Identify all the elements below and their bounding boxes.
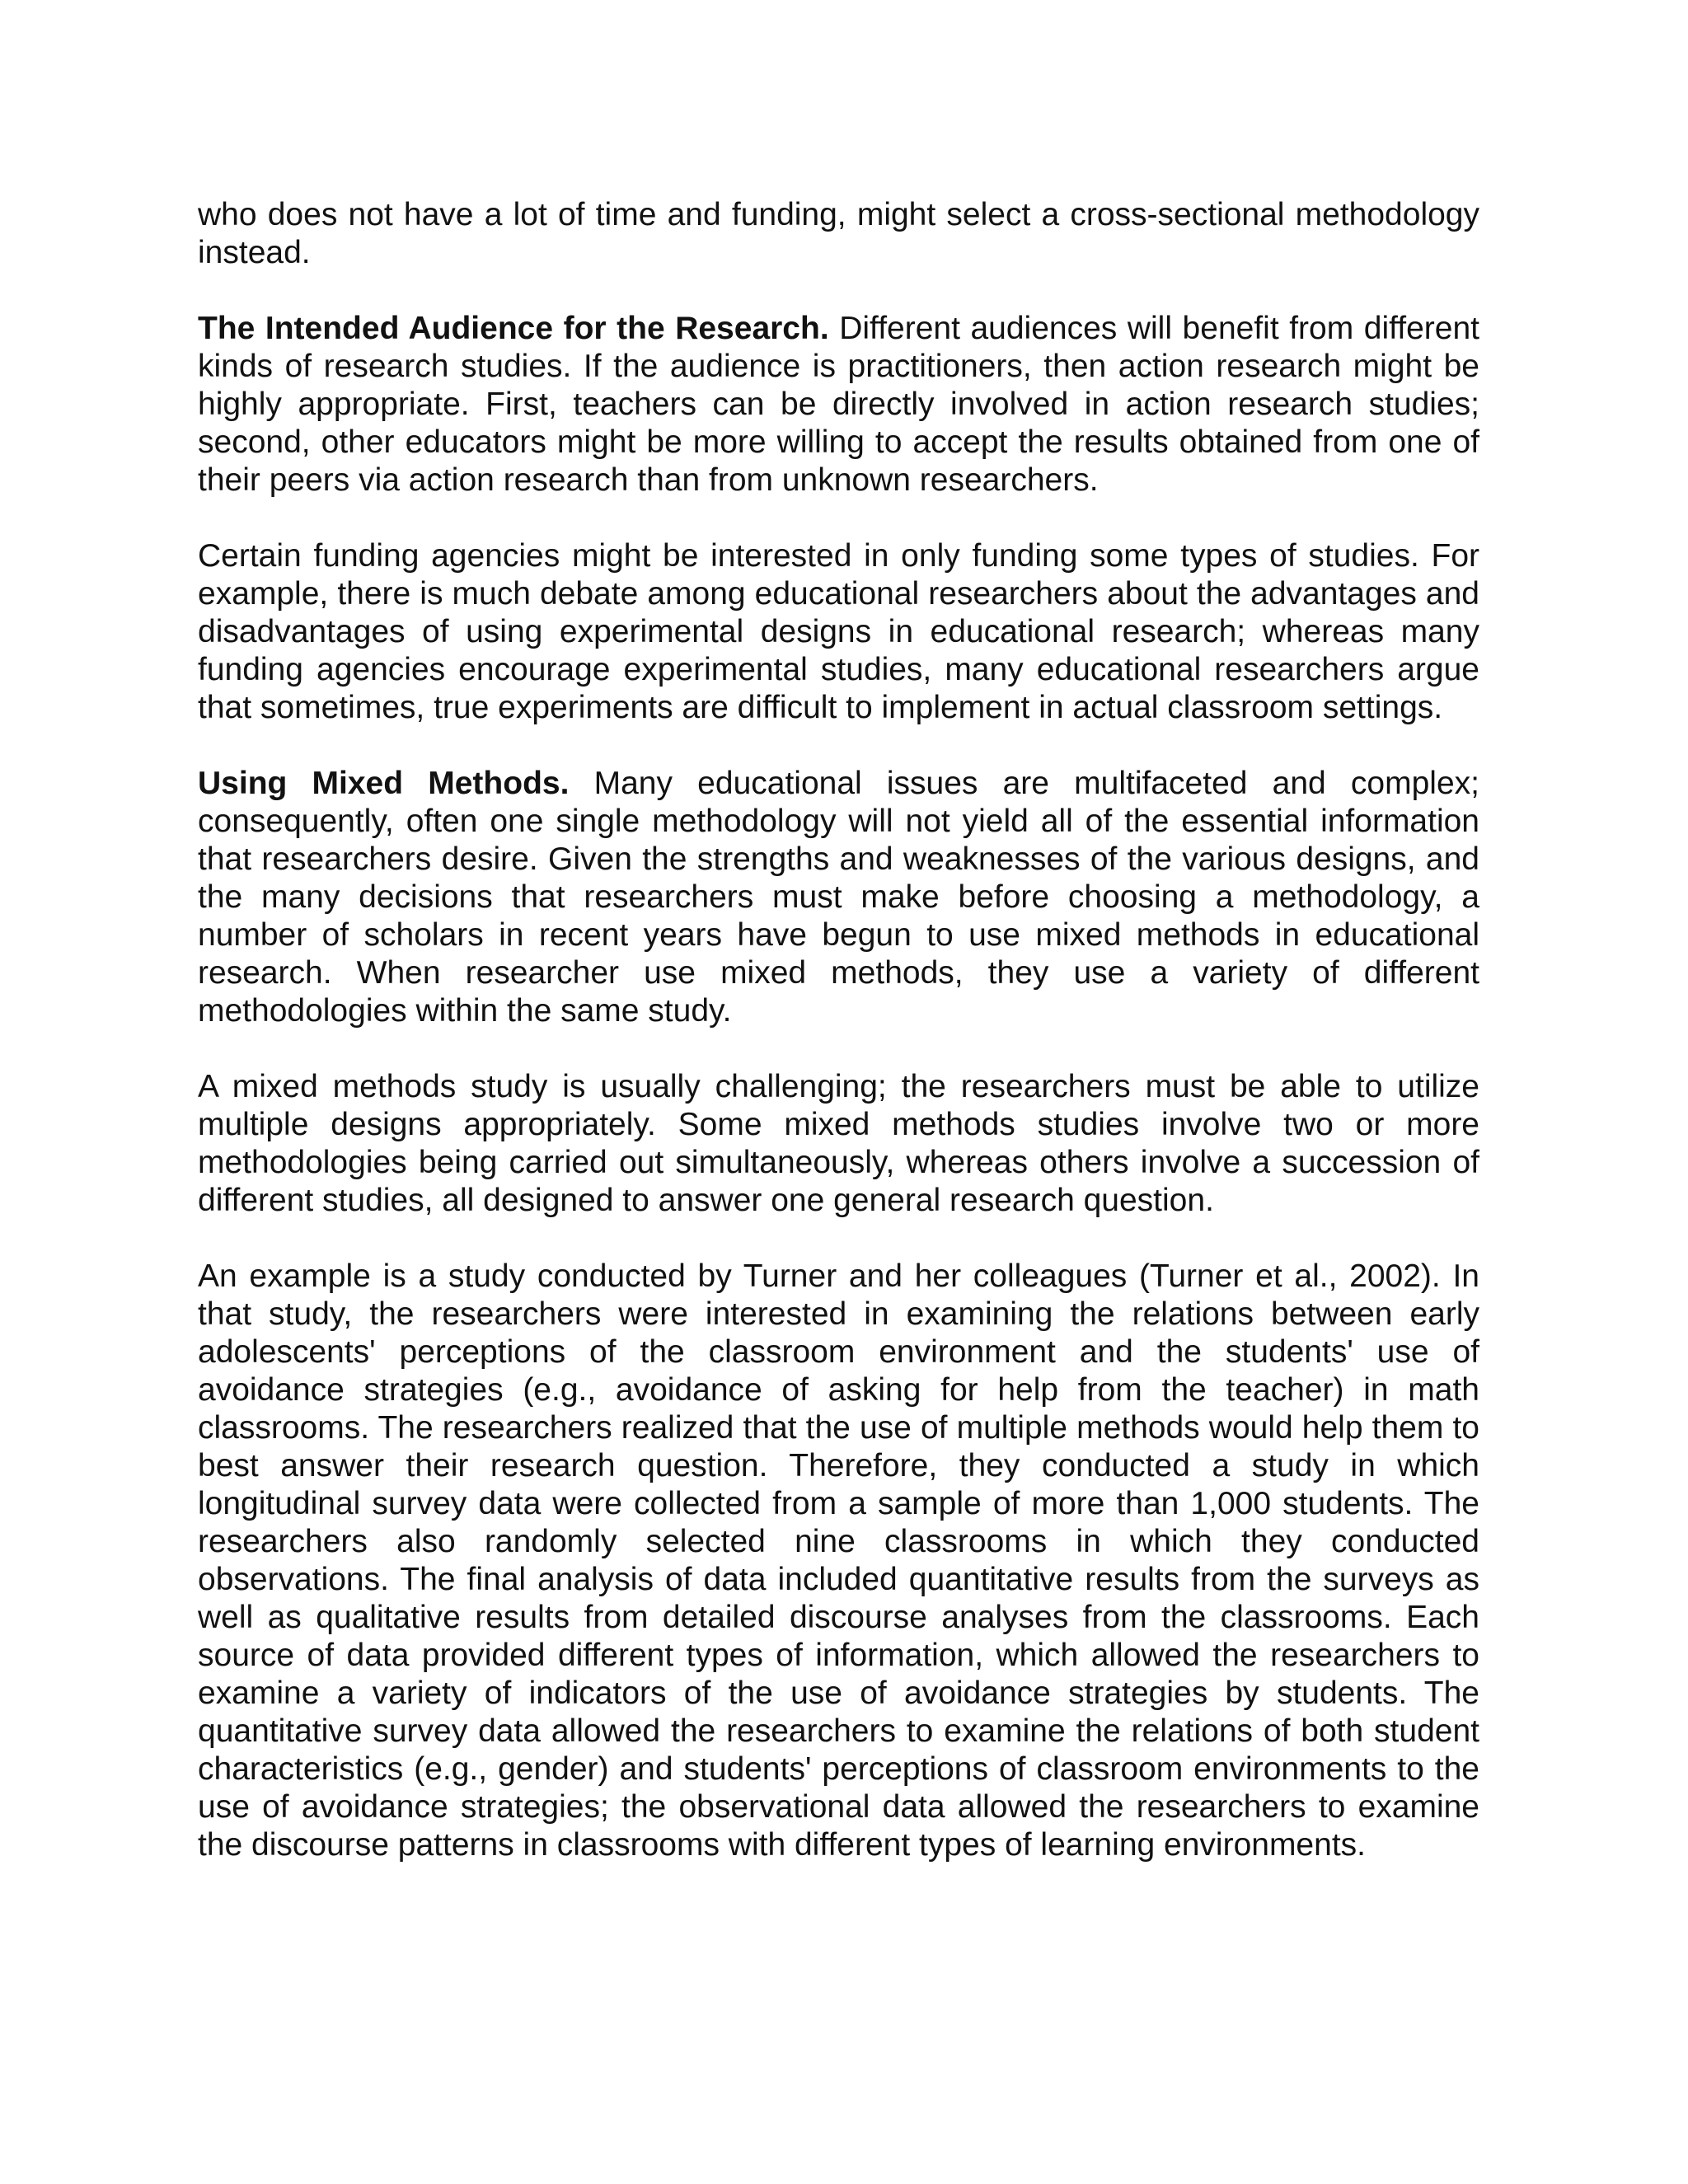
paragraph-text: An example is a study conducted by Turner and her colleagues (Turner et al., 2002). In that study, the researchers were interested in examining the relations between early adolescents' perceptions of the classroom environment and the students' use of avoidance strategies (e.g., avoidance of asking for help from the teacher) in math classrooms. The researchers realized that the use of multiple methods would help them to best answer their research question. Therefore, they conducted a study in which longitudinal survey data were collected from a sample of more than 1,000 students. The researchers also randomly selected nine classrooms in which they conducted observations. The final analysis of data included quantitative results from the surveys as well as qualitative results from detailed discourse analyses from the classrooms. Each source of data provided different types of information, which allowed the researchers to examine a variety of indicators of the use of avoidance strategies by students. The quantitative survey data allowed the researchers to examine the relations of both student characteristics (e.g., gender) and students' perceptions of classroom environments to the use of avoidance strategies; the observational data allowed the researchers to examine the discourse patterns in classrooms with different types of learning environments.	[198, 1258, 1479, 1863]
paragraph-using-mixed-methods	[198, 765, 1479, 1030]
paragraph-text: Many educational issues are multifaceted and complex; consequently, often one single methodology will not yield all of the essential information that researchers desire. Given the strengths and weaknesses of the various designs, and the many decisions that researchers must make before choosing a methodology, a number of scholars in recent years have begun to use mixed methods in educational research. When researcher use mixed methods, they use a variety of different methodologies within the same study.	[198, 766, 1479, 1029]
paragraph-funding-agencies	[198, 537, 1479, 727]
paragraph-text: Different audiences will benefit from different kinds of research studies. If the audience is practitioners, then action research might be highly appropriate. First, teachers can be directly involved in action research studies; second, other educators might be more willing to accept the results obtained from one of their peers via action research than from unknown researchers.	[198, 311, 1479, 498]
paragraph-intended-audience	[198, 310, 1479, 499]
paragraph-mixed-methods-challenging	[198, 1068, 1479, 1220]
paragraph-turner-example	[198, 1258, 1479, 1864]
paragraph-text: Certain funding agencies might be interested in only funding some types of studies. For example, there is much debate among educational researchers about the advantages and disadvantages of using experimental designs in educational research; whereas many funding agencies encourage experimental studies, many educational researchers argue that sometimes, true experiments are difficult to implement in actual classroom settings.	[198, 538, 1479, 725]
paragraph-text: who does not have a lot of time and funding, might select a cross-sectional methodology instead.	[198, 197, 1479, 270]
paragraph-text: A mixed methods study is usually challenging; the researchers must be able to utilize multiple designs appropriately. Some mixed methods studies involve two or more methodologies being carried out simultaneously, whereas others involve a succession of different studies, all designed to answer one general research question.	[198, 1069, 1479, 1218]
section-heading-using-mixed-methods: Using Mixed Methods.	[198, 766, 570, 801]
document-page	[198, 196, 1479, 1902]
section-heading-intended-audience: The Intended Audience for the Research.	[198, 311, 829, 346]
paragraph-cross-sectional-continuation	[198, 196, 1479, 272]
